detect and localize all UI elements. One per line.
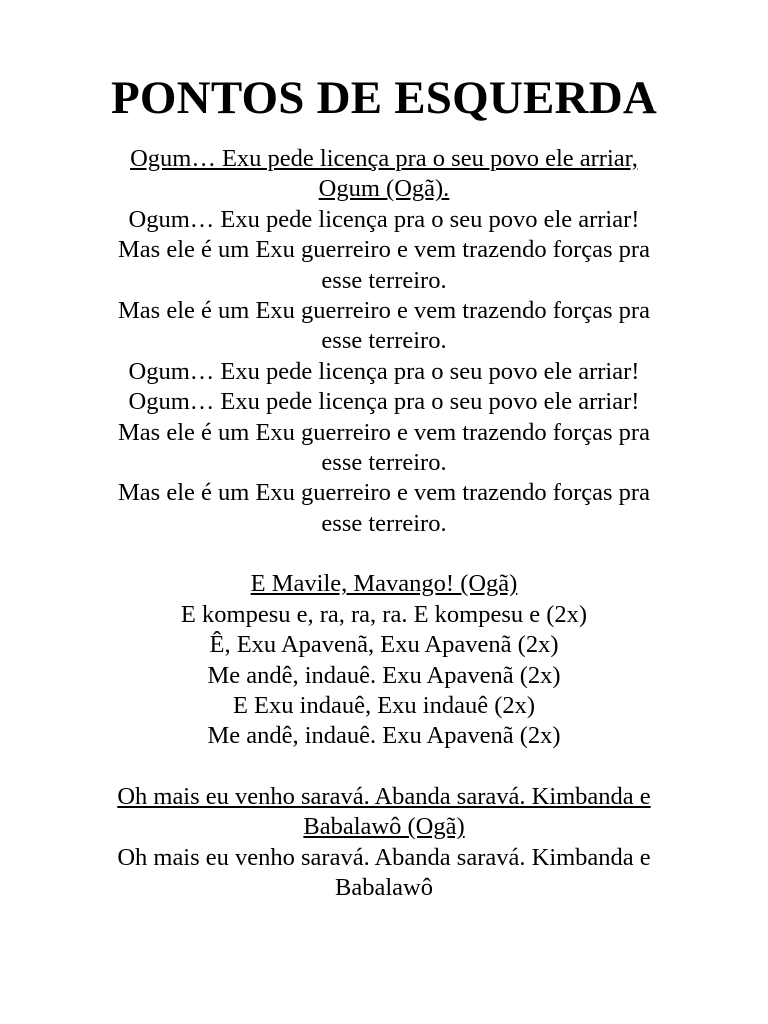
lyric-line: Me andê, indauê. Exu Apavenã (2x) <box>207 661 561 689</box>
lyric-line: Ogum… Exu pede licença pra o seu povo ele arriar! <box>128 205 640 233</box>
lyric-line: Mas ele é um Exu guerreiro e vem trazendo forças pra <box>118 236 650 264</box>
lyric-line: esse terreiro. <box>321 266 447 294</box>
lyric-line: Babalawô <box>335 873 433 901</box>
lyric-line: Mas ele é um Exu guerreiro e vem trazendo forças pra <box>118 479 650 507</box>
lyric-line: E kompesu e, ra, ra, ra. E kompesu e (2x) <box>180 600 588 628</box>
song-heading-line: E Mavile, Mavango! (Ogã) <box>250 570 518 598</box>
document-title: PONTOS DE ESQUERDA <box>111 72 657 124</box>
lyric-line: esse terreiro. <box>321 509 447 537</box>
song-heading-line: Ogum (Ogã). <box>318 175 450 203</box>
song-heading-line: Babalawô (Ogã) <box>303 813 465 841</box>
song-heading-line: Oh mais eu venho saravá. Abanda saravá. Kimbanda e <box>117 782 651 810</box>
song-ogum <box>60 144 708 539</box>
lyric-line: Mas ele é um Exu guerreiro e vem trazendo forças pra <box>118 418 650 446</box>
lyric-line: Me andê, indauê. Exu Apavenã (2x) <box>207 722 561 750</box>
song-list <box>60 144 708 903</box>
song-sarava <box>60 782 708 904</box>
song-heading-line: Ogum… Exu pede licença pra o seu povo ele arriar, <box>130 145 638 172</box>
lyric-line: Mas ele é um Exu guerreiro e vem trazendo forças pra <box>118 297 650 325</box>
lyric-line: Ê, Exu Apavenã, Exu Apavenã (2x) <box>209 631 559 659</box>
lyric-line: E Exu indauê, Exu indauê (2x) <box>232 691 536 719</box>
lyric-line: Ogum… Exu pede licença pra o seu povo ele arriar! <box>128 388 640 416</box>
song-mavile <box>60 569 708 751</box>
lyric-line: esse terreiro. <box>321 449 447 477</box>
lyric-line: Ogum… Exu pede licença pra o seu povo ele arriar! <box>128 357 640 385</box>
lyric-line: Oh mais eu venho saravá. Abanda saravá. Kimbanda e <box>117 843 651 871</box>
lyric-line: esse terreiro. <box>321 327 447 355</box>
